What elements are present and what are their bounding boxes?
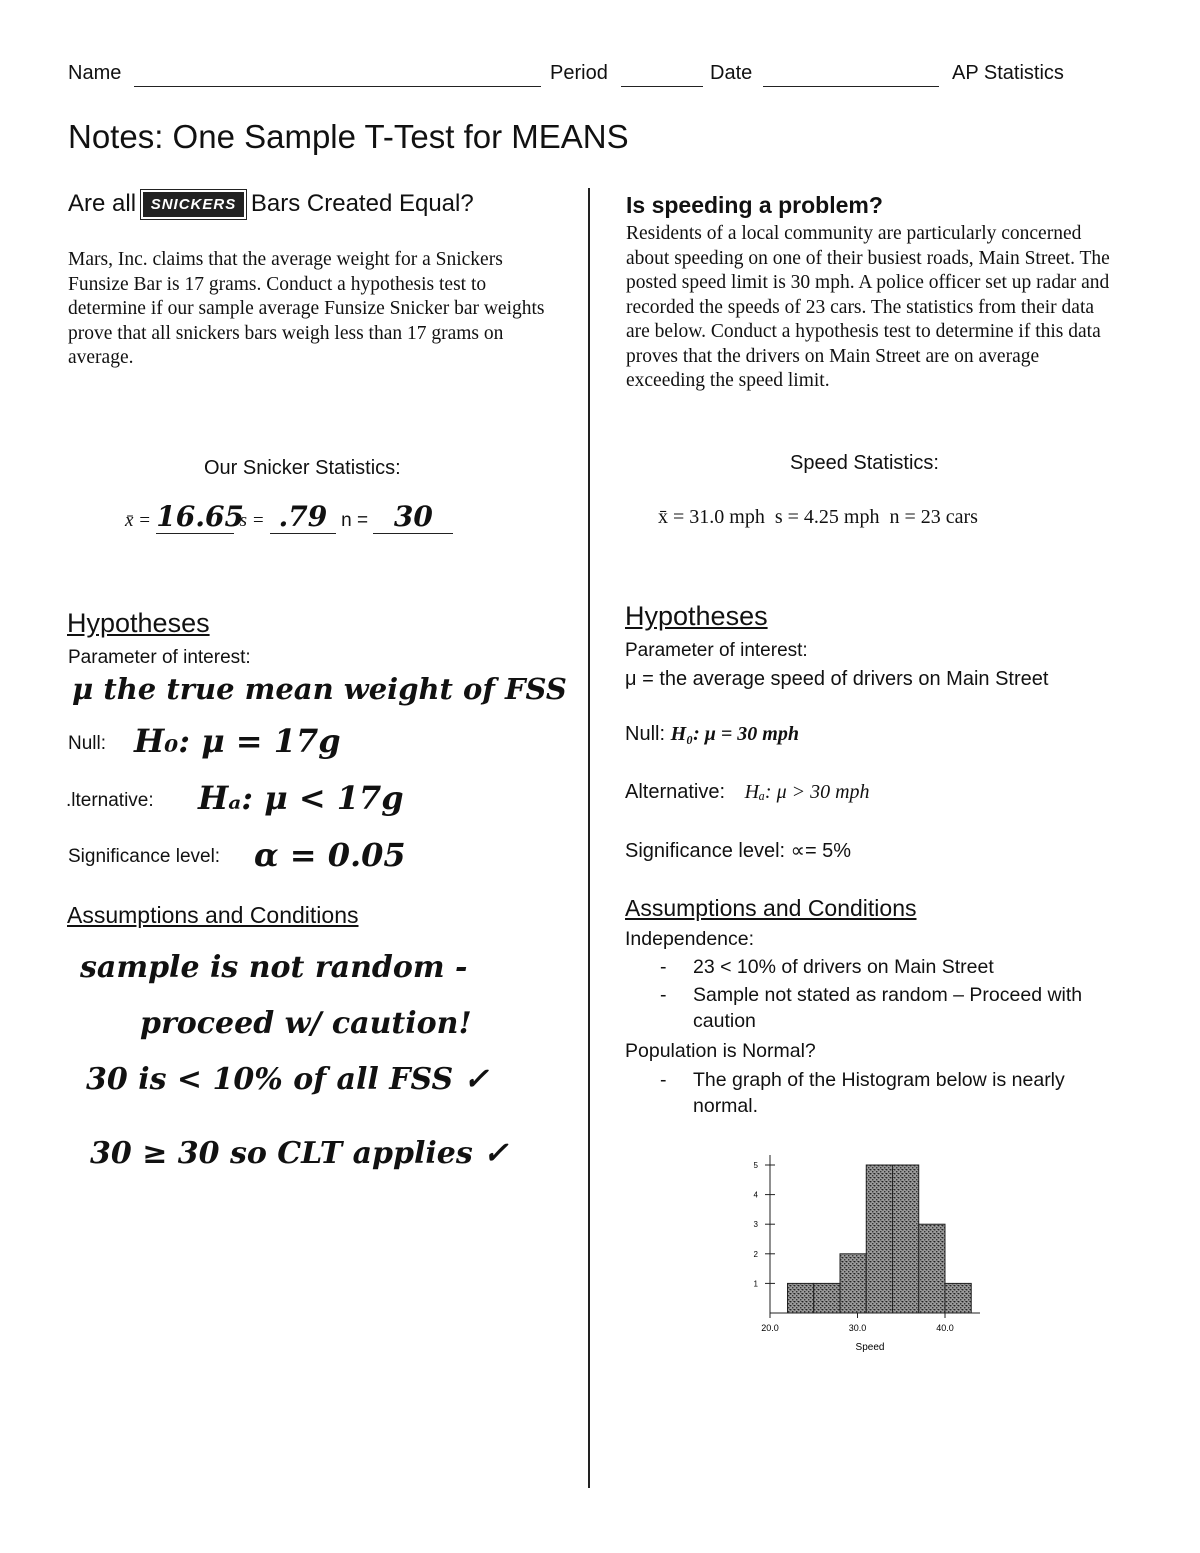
y-tick-label-3: 3	[753, 1220, 758, 1230]
left-problem: Mars, Inc. claims that the average weight for a Snickers Funsize Bar is 17 grams. Conduct a hypothesis test to determine if our sample average Funsize Snicker bar weights prove that all snickers bars weigh less than 17 grams on average.	[68, 249, 545, 368]
left-param-handwritten: μ the true mean weight of FSS	[72, 672, 567, 706]
left-stats-title: Our Snicker Statistics:	[204, 457, 401, 479]
left-heading-pre: Are all	[68, 190, 137, 217]
left-note-4: 30 ≥ 30 so CLT applies ✓	[90, 1136, 509, 1171]
x-tick-label-30.0: 30.0	[848, 1323, 867, 1333]
date-line[interactable]	[763, 86, 939, 87]
right-hypotheses-heading: Hypotheses	[625, 601, 768, 631]
histogram-bar-2	[814, 1283, 840, 1313]
histogram-bar-3	[840, 1254, 866, 1313]
left-alt-handwritten: Hₐ: μ < 17g	[198, 779, 404, 817]
left-hypotheses-heading: Hypotheses	[67, 608, 210, 638]
histogram-bar-6	[919, 1224, 945, 1313]
left-heading-post: Bars Created Equal?	[250, 190, 474, 217]
left-param-label: Parameter of interest:	[68, 647, 251, 668]
right-null	[625, 723, 799, 746]
right-alt-label: Alternative:	[625, 781, 726, 803]
normal-label: Population is Normal?	[625, 1040, 816, 1062]
independence-item-1: - 23 < 10% of drivers on Main Street	[660, 956, 994, 978]
right-heading: Is speeding a problem?	[626, 192, 883, 218]
right-stats-line: x̄ = 31.0 mph s = 4.25 mph n = 23 cars	[658, 506, 978, 528]
left-assumptions-heading: Assumptions and Conditions	[67, 902, 359, 928]
left-note-1: sample is not random -	[80, 950, 468, 985]
x-tick-label-20.0: 20.0	[761, 1323, 779, 1333]
independence-item-2: - Sample not stated as random – Proceed with caution	[660, 984, 1083, 1032]
right-param-label: Parameter of interest:	[625, 640, 808, 661]
s-value: .79	[270, 500, 336, 534]
snickers-logo: SNICKERS	[143, 192, 245, 217]
date-label: Date	[710, 62, 753, 84]
left-note-2: proceed w/ caution!	[140, 1006, 472, 1041]
left-null-label: Null:	[68, 733, 107, 754]
y-tick-label-5: 5	[753, 1161, 758, 1170]
right-null-text: H₀: μ = 30 mph	[670, 723, 799, 745]
x-tick-label-40.0: 40.0	[936, 1323, 954, 1333]
period-label: Period	[550, 62, 608, 84]
right-sig-label: Significance level:	[625, 840, 786, 862]
y-tick-label-1: 1	[753, 1279, 758, 1289]
right-sig	[625, 838, 851, 863]
independence-label: Independence:	[625, 928, 755, 950]
name-line[interactable]	[134, 86, 541, 87]
right-sig-text: ∝= 5%	[790, 840, 852, 862]
histogram-bar-5	[893, 1165, 919, 1313]
name-label: Name	[68, 62, 122, 84]
right-param-text: μ = the average speed of drivers on Main Street	[625, 668, 1049, 690]
left-alt-label: .lternative:	[66, 790, 154, 811]
histogram-bar-7	[945, 1283, 971, 1313]
left-null-handwritten: H₀: μ = 17g	[134, 722, 341, 760]
n-value: 30	[373, 500, 453, 534]
left-stats-line	[125, 500, 453, 534]
histogram-bar-4	[866, 1165, 892, 1313]
left-heading	[68, 190, 474, 218]
speed-histogram	[730, 1145, 1000, 1360]
y-tick-label-4: 4	[753, 1190, 758, 1200]
s-label: s =	[239, 510, 265, 531]
left-sig-handwritten: α = 0.05	[254, 836, 406, 874]
x-axis-label: Speed	[855, 1342, 885, 1353]
left-sig-label: Significance level:	[68, 846, 221, 867]
right-assumptions-heading: Assumptions and Conditions	[625, 895, 917, 921]
left-note-3: 30 is < 10% of all FSS ✓	[86, 1062, 489, 1097]
histogram-bar-1	[788, 1283, 814, 1313]
course-label: AP Statistics	[952, 62, 1064, 84]
xbar-value: 16.65	[156, 500, 244, 533]
y-tick-label-2: 2	[753, 1249, 758, 1259]
right-null-label: Null:	[625, 723, 666, 745]
page-title: Notes: One Sample T-Test for MEANS	[68, 118, 629, 155]
normal-item-1: - The graph of the Histogram below is nearly normal.	[660, 1069, 1065, 1117]
n-label: n =	[341, 510, 369, 531]
right-problem: Residents of a local community are particularly concerned about speeding on one of their busiest roads, Main Street. The posted speed limit is 30 mph. A police officer set up radar and recorded the speeds of 23 cars. The statistics from their data are below. Conduct a hypothesis test to determine if this data proves that the drivers on Main Street are on average exceeding the speed limit.	[626, 223, 1110, 391]
xbar-label: x̄ =	[125, 510, 152, 531]
column-divider	[588, 188, 590, 1488]
right-alt-text: Hₐ: μ > 30 mph	[744, 781, 870, 803]
period-line[interactable]	[621, 86, 703, 87]
right-alt	[625, 781, 870, 804]
right-stats-title: Speed Statistics:	[790, 452, 939, 474]
